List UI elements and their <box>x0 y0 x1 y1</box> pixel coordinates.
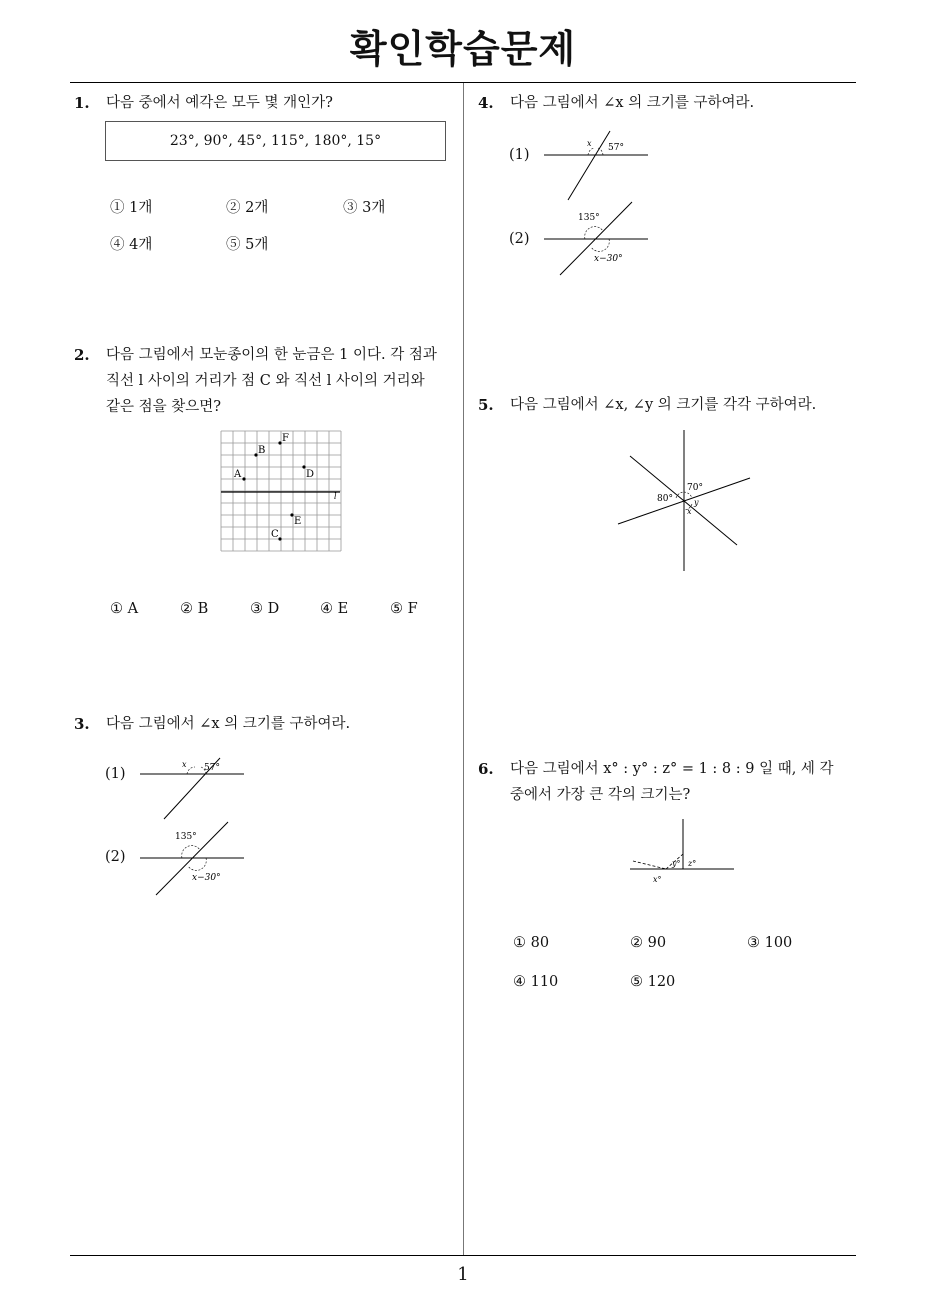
question-text-line-1: 다음 그림에서 모눈종이의 한 눈금은 1 이다. 각 점과 <box>106 347 437 363</box>
question-text: 다음 그림에서 ∠x, ∠y 의 크기를 각각 구하여라. <box>510 397 817 413</box>
expression-label: x−30° <box>192 873 221 883</box>
point-label-d: D <box>306 469 315 480</box>
q2-option-2[interactable]: ② B <box>180 601 209 617</box>
y-label: y° <box>672 859 681 868</box>
y-label: y <box>694 498 699 507</box>
page-title: 확인학습문제 <box>349 27 577 71</box>
point-label-e: E <box>294 516 302 527</box>
q6-figure <box>628 816 738 886</box>
angle-label-80: 80° <box>657 494 673 504</box>
angle-label: 135° <box>578 213 600 223</box>
question-number: 3. <box>74 715 90 733</box>
point-label-f: F <box>282 433 289 444</box>
question-text-line-1: 다음 그림에서 x° : y° : z° = 1 : 8 : 9 일 때, 세 각 <box>510 761 834 777</box>
x-label: x <box>182 760 187 769</box>
point-label-a: A <box>234 469 242 480</box>
line-label-l: l <box>334 492 337 501</box>
question-text <box>510 756 834 808</box>
question-text: 다음 그림에서 ∠x 의 크기를 구하여라. <box>510 95 755 111</box>
question-text-line-2: 직선 l 사이의 거리가 점 C 와 직선 l 사이의 거리와 <box>106 373 425 389</box>
expression-label: x−30° <box>594 254 623 264</box>
q3-sub-1-label: (1) <box>105 766 126 782</box>
question-number: 2. <box>74 346 90 364</box>
q2-option-4[interactable]: ④ E <box>320 601 349 617</box>
question-number: 5. <box>478 396 494 414</box>
q3-figure-2 <box>140 822 244 896</box>
q4-figure-1 <box>544 131 648 201</box>
q1-option-2[interactable]: ② 2개 <box>226 200 269 216</box>
q1-option-4[interactable]: ④ 4개 <box>110 237 153 253</box>
angle-label: 57° <box>608 143 624 153</box>
point-label-b: B <box>258 445 266 456</box>
q6-option-5[interactable]: ⑤ 120 <box>630 974 676 990</box>
question-text-line-2: 중에서 가장 큰 각의 크기는? <box>510 787 691 803</box>
q3-sub-2-label: (2) <box>105 849 126 865</box>
x-label: x° <box>653 875 662 884</box>
q3-figure-1 <box>140 758 244 820</box>
q4-sub-1-label: (1) <box>509 147 530 163</box>
q2-option-3[interactable]: ③ D <box>250 601 280 617</box>
z-label: z° <box>688 859 697 868</box>
question-text <box>106 342 437 420</box>
q1-option-5[interactable]: ⑤ 5개 <box>226 237 269 253</box>
x-label: x <box>687 507 692 516</box>
point-label-c: C <box>271 529 279 540</box>
question-text: 다음 그림에서 ∠x 의 크기를 구하여라. <box>106 716 351 732</box>
page-number: 1 <box>457 1264 469 1285</box>
angle-label: 135° <box>175 832 197 842</box>
q2-option-1[interactable]: ① A <box>110 601 139 617</box>
angle-label: 57° <box>204 763 220 773</box>
q6-option-4[interactable]: ④ 110 <box>513 974 559 990</box>
x-label: x <box>587 139 592 148</box>
q6-option-1[interactable]: ① 80 <box>513 935 550 951</box>
question-number: 6. <box>478 760 494 778</box>
q4-sub-2-label: (2) <box>509 231 530 247</box>
q5-figure <box>610 428 758 574</box>
q6-option-3[interactable]: ③ 100 <box>747 935 793 951</box>
column-divider <box>463 83 464 1255</box>
q6-option-2[interactable]: ② 90 <box>630 935 667 951</box>
q4-figure-2 <box>544 202 648 276</box>
bottom-rule <box>70 1255 856 1256</box>
question-number: 1. <box>74 94 90 112</box>
q1-option-1[interactable]: ① 1개 <box>110 200 153 216</box>
q1-option-3[interactable]: ③ 3개 <box>343 200 386 216</box>
angle-label-70: 70° <box>687 483 703 493</box>
q1-angle-box: 23°, 90°, 45°, 115°, 180°, 15° <box>105 121 446 161</box>
question-text-line-3: 같은 점을 찾으면? <box>106 399 222 415</box>
question-number: 4. <box>478 94 494 112</box>
question-text: 다음 중에서 예각은 모두 몇 개인가? <box>106 95 333 111</box>
q2-option-5[interactable]: ⑤ F <box>390 601 418 617</box>
q2-grid-figure <box>215 428 345 556</box>
